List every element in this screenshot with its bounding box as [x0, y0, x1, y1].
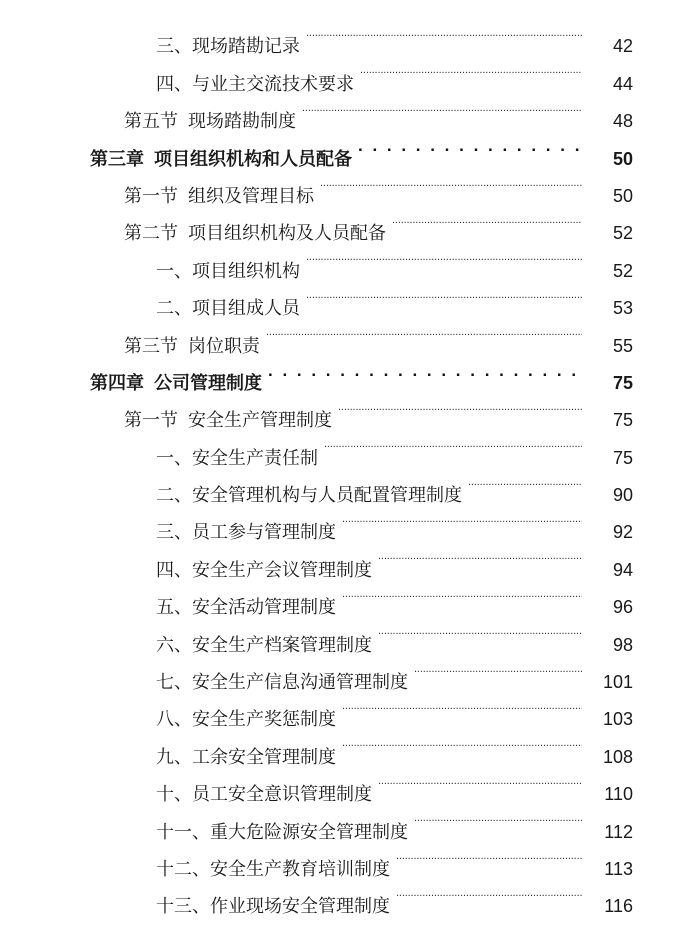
- toc-entry-label: [156, 851, 390, 888]
- toc-entry-title: 重大危险源安全管理制度: [210, 821, 408, 843]
- toc-entry-title: 项目组织机构及人员配备: [188, 223, 386, 245]
- toc-subsection-entry[interactable]: [0, 52, 681, 95]
- toc-page-number: 52: [612, 260, 633, 281]
- toc-entry-number: 五、: [156, 597, 192, 619]
- toc-entry-label: [124, 328, 260, 365]
- toc-entry-label: [124, 103, 296, 140]
- toc-entry-number: 第一节: [124, 185, 178, 207]
- toc-entry-title: 岗位职责: [188, 335, 260, 357]
- toc-page-number: 75: [612, 372, 633, 393]
- toc-entry-title: 工余安全管理制度: [192, 746, 336, 768]
- toc-entry-number: 第一节: [124, 410, 178, 432]
- toc-entry-title: 公司管理制度: [154, 372, 262, 394]
- toc-page-number: 90: [612, 485, 633, 506]
- toc-entry-label: [124, 402, 332, 439]
- toc-entry-title: 现场踏勘记录: [192, 36, 300, 58]
- toc-entry-title: 安全生产档案管理制度: [192, 634, 372, 656]
- dot-leader: [306, 15, 582, 52]
- toc-entry-label: [156, 739, 336, 776]
- toc-section-entry[interactable]: [0, 314, 681, 357]
- dot-leader: [342, 576, 582, 613]
- toc-subsection-entry[interactable]: [0, 725, 681, 768]
- toc-subsection-entry[interactable]: [0, 277, 681, 320]
- toc-chapter-entry[interactable]: [0, 352, 681, 394]
- toc-page-number: 75: [612, 410, 633, 431]
- dot-leader: [342, 688, 582, 725]
- toc-page-number: 52: [612, 223, 633, 244]
- toc-entry-number: 二、: [156, 298, 192, 320]
- toc-page-number: 92: [612, 522, 633, 543]
- dot-leader: [396, 875, 582, 912]
- toc-page-number: 98: [612, 634, 633, 655]
- toc-entry-number: 六、: [156, 634, 192, 656]
- toc-subsection-entry[interactable]: [0, 763, 681, 806]
- toc-entry-title: 安全生产管理制度: [188, 410, 332, 432]
- toc-entry-title: 员工安全意识管理制度: [192, 784, 372, 806]
- dot-leader: [306, 239, 582, 276]
- toc-entry-number: 二、: [156, 485, 192, 507]
- dot-leader: [414, 651, 582, 688]
- toc-entry-number: 十二、: [156, 858, 210, 880]
- dot-leader: [266, 314, 582, 351]
- toc-entry-label: [156, 627, 372, 664]
- toc-entry-title: 安全活动管理制度: [192, 597, 336, 619]
- dot-leader: [414, 800, 582, 837]
- toc-entry-title: 项目组成人员: [192, 298, 300, 320]
- toc-page-number: 55: [612, 335, 633, 356]
- toc-entry-label: [124, 178, 314, 215]
- toc-entry-number: 第五节: [124, 111, 178, 133]
- dot-leader: [338, 389, 582, 426]
- toc-page-number: 112: [604, 821, 633, 842]
- toc-entry-label: [156, 589, 336, 626]
- toc-page-number: 44: [612, 73, 633, 94]
- toc-entry-number: 八、: [156, 709, 192, 731]
- toc-page-number: 101: [602, 672, 633, 693]
- toc-page-number: 48: [612, 111, 633, 132]
- toc-entry-title: 作业现场安全管理制度: [210, 896, 390, 918]
- dot-leader: [392, 202, 582, 239]
- toc-entry-number: 四、: [156, 559, 192, 581]
- toc-subsection-entry[interactable]: [0, 15, 681, 58]
- toc-entry-title: 安全生产责任制: [192, 447, 318, 469]
- toc-entry-number: 十、: [156, 784, 192, 806]
- dot-leader: [268, 352, 582, 389]
- toc-page-number: 96: [612, 597, 633, 618]
- dot-leader: [302, 90, 582, 127]
- dot-leader: [396, 838, 582, 875]
- toc-entry-title: 安全生产会议管理制度: [192, 559, 372, 581]
- toc-entry-label: [156, 888, 390, 925]
- toc-page-number: 53: [612, 298, 633, 319]
- dot-leader: [378, 538, 582, 575]
- toc-entry-number: 第三章: [90, 148, 144, 170]
- toc-subsection-entry[interactable]: [0, 426, 681, 469]
- toc-entry-label: [156, 701, 336, 738]
- toc-entry-label: [90, 141, 352, 178]
- dot-leader: [378, 613, 582, 650]
- toc-entry-title: 安全生产奖惩制度: [192, 709, 336, 731]
- toc-entry-title: 安全生产教育培训制度: [210, 858, 390, 880]
- toc-entry-number: 十三、: [156, 896, 210, 918]
- toc-entry-label: [156, 28, 300, 65]
- toc-entry-label: [156, 776, 372, 813]
- toc-page-number: 94: [612, 559, 633, 580]
- toc-page-number: 108: [602, 746, 633, 767]
- toc-section-entry[interactable]: [0, 90, 681, 133]
- toc-page-number: 103: [602, 709, 633, 730]
- dot-leader: [306, 277, 582, 314]
- toc-page-number: 42: [612, 36, 633, 57]
- dot-leader: [358, 127, 582, 164]
- toc-entry-label: [156, 253, 300, 290]
- toc-subsection-entry[interactable]: [0, 464, 681, 507]
- toc-entry-number: 四、: [156, 73, 192, 95]
- toc-entry-title: 现场踏勘制度: [188, 111, 296, 133]
- dot-leader: [468, 464, 582, 501]
- toc-entry-number: 十一、: [156, 821, 210, 843]
- toc-subsection-entry[interactable]: [0, 538, 681, 581]
- toc-entry-title: 员工参与管理制度: [192, 522, 336, 544]
- toc-entry-number: 第二节: [124, 223, 178, 245]
- toc-entry-title: 安全生产信息沟通管理制度: [192, 672, 408, 694]
- toc-entry-title: 组织及管理目标: [188, 185, 314, 207]
- toc-entry-title: 项目组织机构和人员配备: [154, 148, 352, 170]
- toc-page-number: 50: [612, 148, 633, 169]
- toc-entry-title: 安全管理机构与人员配置管理制度: [192, 485, 462, 507]
- toc-entry-label: [156, 814, 408, 851]
- toc-entry-label: [156, 552, 372, 589]
- toc-entry-number: 三、: [156, 36, 192, 58]
- toc-subsection-entry[interactable]: [0, 613, 681, 656]
- toc-entry-number: 第三节: [124, 335, 178, 357]
- dot-leader: [342, 501, 582, 538]
- toc-entry-label: [90, 365, 262, 402]
- toc-entry-label: [156, 514, 336, 551]
- dot-leader: [320, 165, 582, 202]
- toc-entry-number: 九、: [156, 746, 192, 768]
- table-of-contents: [0, 15, 681, 918]
- toc-entry-number: 七、: [156, 672, 192, 694]
- toc-entry-title: 项目组织机构: [192, 260, 300, 282]
- dot-leader: [324, 426, 582, 463]
- toc-page-number: 50: [612, 185, 633, 206]
- toc-entry-number: 三、: [156, 522, 192, 544]
- toc-page-number: 116: [604, 896, 633, 917]
- dot-leader: [342, 725, 582, 762]
- toc-entry-number: 一、: [156, 447, 192, 469]
- toc-entry-number: 一、: [156, 260, 192, 282]
- toc-section-entry[interactable]: [0, 202, 681, 245]
- toc-page-number: 113: [604, 858, 633, 879]
- toc-entry-title: 与业主交流技术要求: [192, 73, 354, 95]
- toc-chapter-entry[interactable]: [0, 127, 681, 170]
- toc-subsection-entry[interactable]: [0, 239, 681, 282]
- toc-page-number: 75: [612, 447, 633, 468]
- dot-leader: [360, 52, 582, 89]
- toc-page-number: 110: [604, 784, 633, 805]
- toc-entry-label: [156, 440, 318, 477]
- toc-entry-number: 第四章: [90, 372, 144, 394]
- dot-leader: [378, 763, 582, 800]
